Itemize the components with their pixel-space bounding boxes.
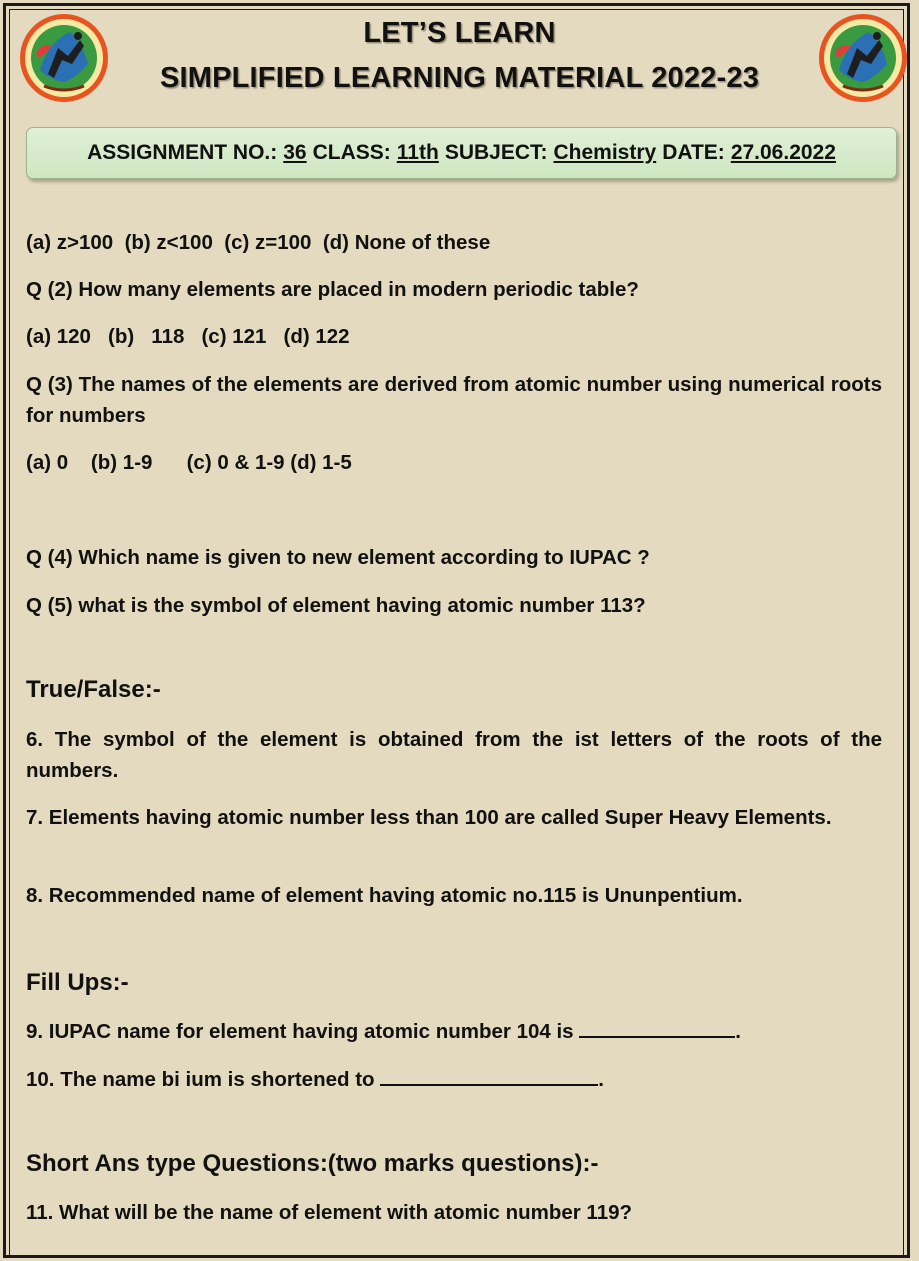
true-false-heading: True/False:- — [26, 676, 161, 703]
q4-question: Q (4) Which name is given to new element according to IUPAC ? — [26, 546, 650, 569]
tf-question-6: 6. The symbol of the element is obtained from the ist letters of the roots of the numbers. — [26, 728, 882, 782]
class-value: 11th — [396, 141, 439, 164]
short-ans-heading: Short Ans type Questions:(two marks questions):- — [26, 1150, 599, 1177]
fill-up-10-text: 10. The name bi ium is shortened to — [26, 1068, 375, 1091]
tf-question-8: 8. Recommended name of element having atomic no.115 is Ununpentium. — [26, 884, 743, 907]
short-ans-question-11: 11. What will be the name of element with atomic number 119? — [26, 1201, 633, 1224]
subject-label: SUBJECT: — [444, 141, 548, 164]
q5-question: Q (5) what is the symbol of element having atomic number 113? — [26, 594, 646, 617]
fill-up-9-end: . — [735, 1020, 741, 1043]
assignment-no-label: ASSIGNMENT NO.: — [87, 141, 278, 164]
page-title-line1: LET’S LEARN — [363, 17, 556, 49]
answer-blank-9 — [579, 1018, 735, 1038]
fill-up-10-end: . — [598, 1068, 604, 1091]
class-label: CLASS: — [312, 141, 391, 164]
answer-blank-10 — [380, 1066, 598, 1086]
q3-options: (a) 0 (b) 1-9 (c) 0 & 1-9 (d) 1-5 — [26, 451, 352, 474]
fill-ups-heading: Fill Ups:- — [26, 969, 129, 996]
date-label: DATE: — [662, 141, 725, 164]
q2-options: (a) 120 (b) 118 (c) 121 (d) 122 — [26, 325, 350, 348]
subject-value: Chemistry — [553, 141, 657, 164]
date-value: 27.06.2022 — [730, 141, 836, 164]
assignment-info-box — [26, 127, 897, 179]
page-title-line2: SIMPLIFIED LEARNING MATERIAL 2022-23 — [159, 62, 760, 94]
tf-question-7: 7. Elements having atomic number less than 100 are called Super Heavy Elements. — [26, 806, 832, 829]
fill-up-10 — [26, 1064, 882, 1095]
fill-up-9 — [26, 1016, 882, 1047]
q2-question: Q (2) How many elements are placed in modern periodic table? — [26, 278, 639, 301]
q3-question: Q (3) The names of the elements are derived from atomic number using numerical roots for numbers — [26, 373, 882, 427]
q1-options: (a) z>100 (b) z<100 (c) z=100 (d) None of these — [26, 231, 491, 254]
fill-up-9-text: 9. IUPAC name for element having atomic number 104 is — [26, 1020, 574, 1043]
assignment-no-value: 36 — [283, 141, 307, 164]
